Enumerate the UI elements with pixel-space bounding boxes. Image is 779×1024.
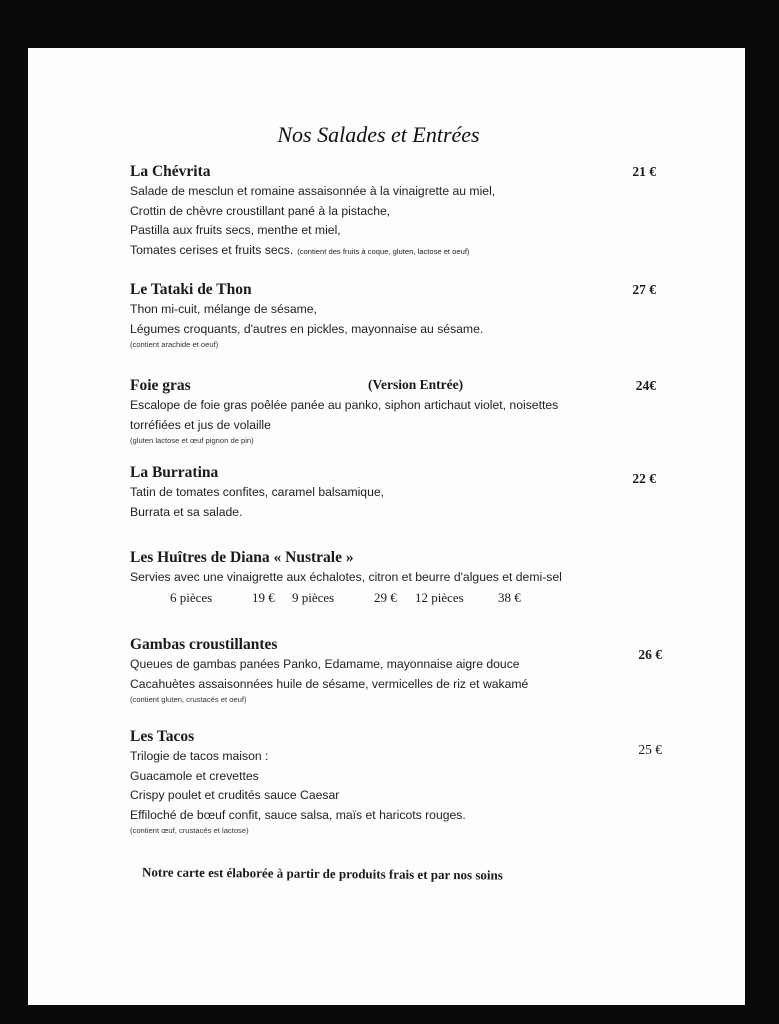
item-allergens: (contient gluten, crustacés et oeuf) [130, 695, 247, 704]
item-desc: Guacamole et crevettes [130, 768, 259, 783]
item-name: Foie gras [130, 377, 191, 394]
menu-item-chevrita [130, 162, 656, 261]
menu-item-foie-gras [130, 376, 656, 447]
item-desc: Légumes croquants, d'autres en pickles, mayonnaise au sésame. [130, 321, 484, 336]
item-name: Le Tataki de Thon [130, 281, 252, 298]
option-qty: 12 pièces [415, 589, 464, 605]
item-name: La Burratina [130, 464, 219, 481]
item-desc: Cacahuètes assaisonnées huile de sésame, vermicelles de riz et wakamé [130, 676, 529, 691]
menu-heading [28, 122, 745, 148]
item-desc: Tatin de tomates confites, caramel balsamique, [130, 485, 385, 499]
item-desc: Pastilla aux fruits secs, menthe et miel, [130, 223, 341, 237]
item-desc: Trilogie de tacos maison : [130, 749, 269, 763]
item-name: Gambas croustillantes [130, 636, 278, 653]
item-price: 25 € [638, 742, 662, 757]
item-desc-last [130, 241, 650, 262]
option-price: 19 € [252, 589, 275, 605]
item-desc: Effiloché de bœuf confit, sauce salsa, maïs et haricots rouges. [130, 807, 466, 822]
oyster-options [130, 588, 690, 608]
menu-item-burratina [130, 463, 656, 522]
item-allergens: (contient des fruits à coque, gluten, lactose et oeuf) [297, 246, 470, 256]
item-desc: Crispy poulet et crudités sauce Caesar [130, 788, 340, 802]
option-price: 38 € [498, 589, 521, 605]
option-qty: 6 pièces [170, 589, 213, 605]
option-price: 29 € [374, 589, 397, 605]
item-price: 27 € [632, 282, 656, 297]
item-name: La Chévrita [130, 163, 211, 180]
item-desc: Burrata et sa salade. [130, 504, 243, 519]
item-desc: torréfiées et jus de volaille [130, 417, 271, 432]
item-allergens: (contient arachide et oeuf) [130, 340, 219, 349]
item-desc: Thon mi-cuit, mélange de sésame, [130, 302, 317, 316]
item-price: 26 € [638, 647, 662, 662]
item-price: 21 € [632, 164, 656, 179]
item-desc: Servies avec une vinaigrette aux échalotes, citron et beurre d'algues et demi-sel [130, 570, 562, 584]
option-qty: 9 pièces [292, 589, 335, 605]
item-name: Les Tacos [130, 728, 195, 745]
item-price: 22 € [632, 471, 656, 486]
footer-note: Notre carte est élaborée à partir de produits frais et par nos soins [141, 864, 503, 883]
item-desc: Escalope de foie gras poêlée panée au panko, siphon artichaut violet, noisettes [130, 398, 559, 412]
heading-text: Nos Salades et Entrées [277, 122, 480, 147]
menu-page [28, 48, 745, 1005]
item-allergens: (gluten lactose et œuf pignon de pin) [130, 436, 254, 445]
item-price: 24€ [635, 378, 656, 393]
item-allergens: (contient œuf, crustacés et lactose) [130, 826, 249, 835]
item-name: Les Huîtres de Diana « Nustrale » [130, 549, 354, 566]
menu-item-huitres [130, 548, 690, 608]
item-desc: Crottin de chèvre croustillant pané à la pistache, [130, 203, 391, 218]
item-desc: Salade de mesclun et romaine assaisonnée à la vinaigrette au miel, [130, 184, 496, 198]
menu-item-gambas [130, 635, 662, 706]
menu-item-tacos [130, 727, 662, 837]
item-desc: Queues de gambas panées Panko, Edamame, mayonnaise aigre douce [130, 657, 520, 671]
menu-item-tataki [130, 280, 656, 351]
item-version: (Version Entrée) [368, 377, 464, 392]
item-desc: Tomates cerises et fruits secs. [130, 242, 294, 257]
